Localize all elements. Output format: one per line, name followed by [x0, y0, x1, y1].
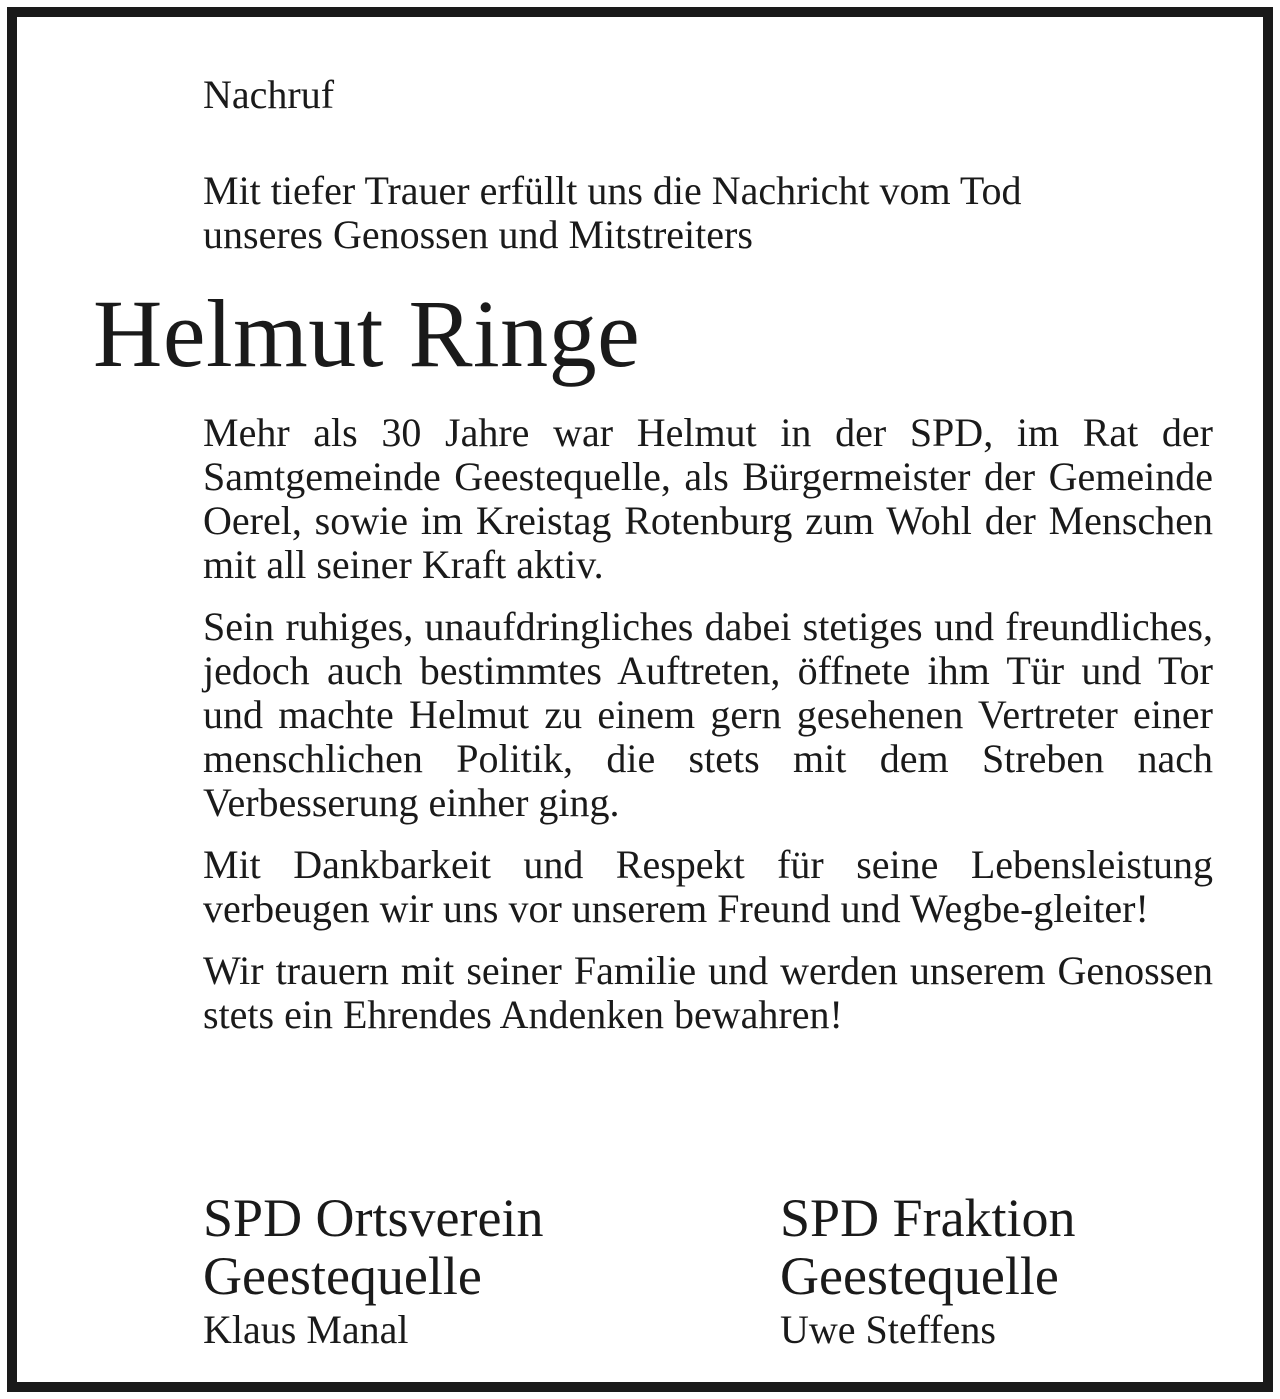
signature-ortsverein [203, 1189, 723, 1353]
body-text [203, 411, 1213, 1055]
notice-label: Nachruf [203, 72, 335, 117]
paragraph: Mit Dankbarkeit und Respekt für seine Lebensleistung verbeugen wir uns vor unserem Freund und Wegbe-gleiter! [203, 842, 1213, 931]
signature-org-line: Geestequelle [203, 1246, 482, 1306]
intro-line: Mit tiefer Trauer erfüllt uns die Nachricht vom Tod [203, 168, 1022, 213]
signature-org-line: SPD Fraktion [780, 1188, 1076, 1248]
signature-fraktion [780, 1189, 1280, 1353]
intro-text [203, 169, 1193, 257]
notice-frame [7, 7, 1273, 1392]
paragraph: Sein ruhiges, unaufdringliches dabei stetiges und freundliches, jedoch auch bestimmtes Auftreten, öffnete ihm Tür und Tor und machte Helmut zu einem gern gesehenen Vertreter einer menschlichen Politik, die stets mit dem Streben nach Verbesserung einher ging. [203, 604, 1213, 825]
signature-org-line: Geestequelle [780, 1246, 1059, 1306]
paragraph: Wir trauern mit seiner Familie und werden unserem Genossen stets ein Ehrendes Andenken bewahren! [203, 948, 1213, 1037]
intro-line: unseres Genossen und Mitstreiters [203, 212, 753, 257]
signature-person: Klaus Manal [203, 1307, 409, 1352]
deceased-name: Helmut Ringe [93, 280, 641, 387]
signature-org-line: SPD Ortsverein [203, 1188, 544, 1248]
paragraph: Mehr als 30 Jahre war Helmut in der SPD, im Rat der Samtgemeinde Geestequelle, als Bürgermeister der Gemeinde Oerel, sowie im Kreistag Rotenburg zum Wohl der Menschen mit all seiner Kraft aktiv. [203, 410, 1213, 587]
signature-person: Uwe Steffens [780, 1307, 996, 1352]
